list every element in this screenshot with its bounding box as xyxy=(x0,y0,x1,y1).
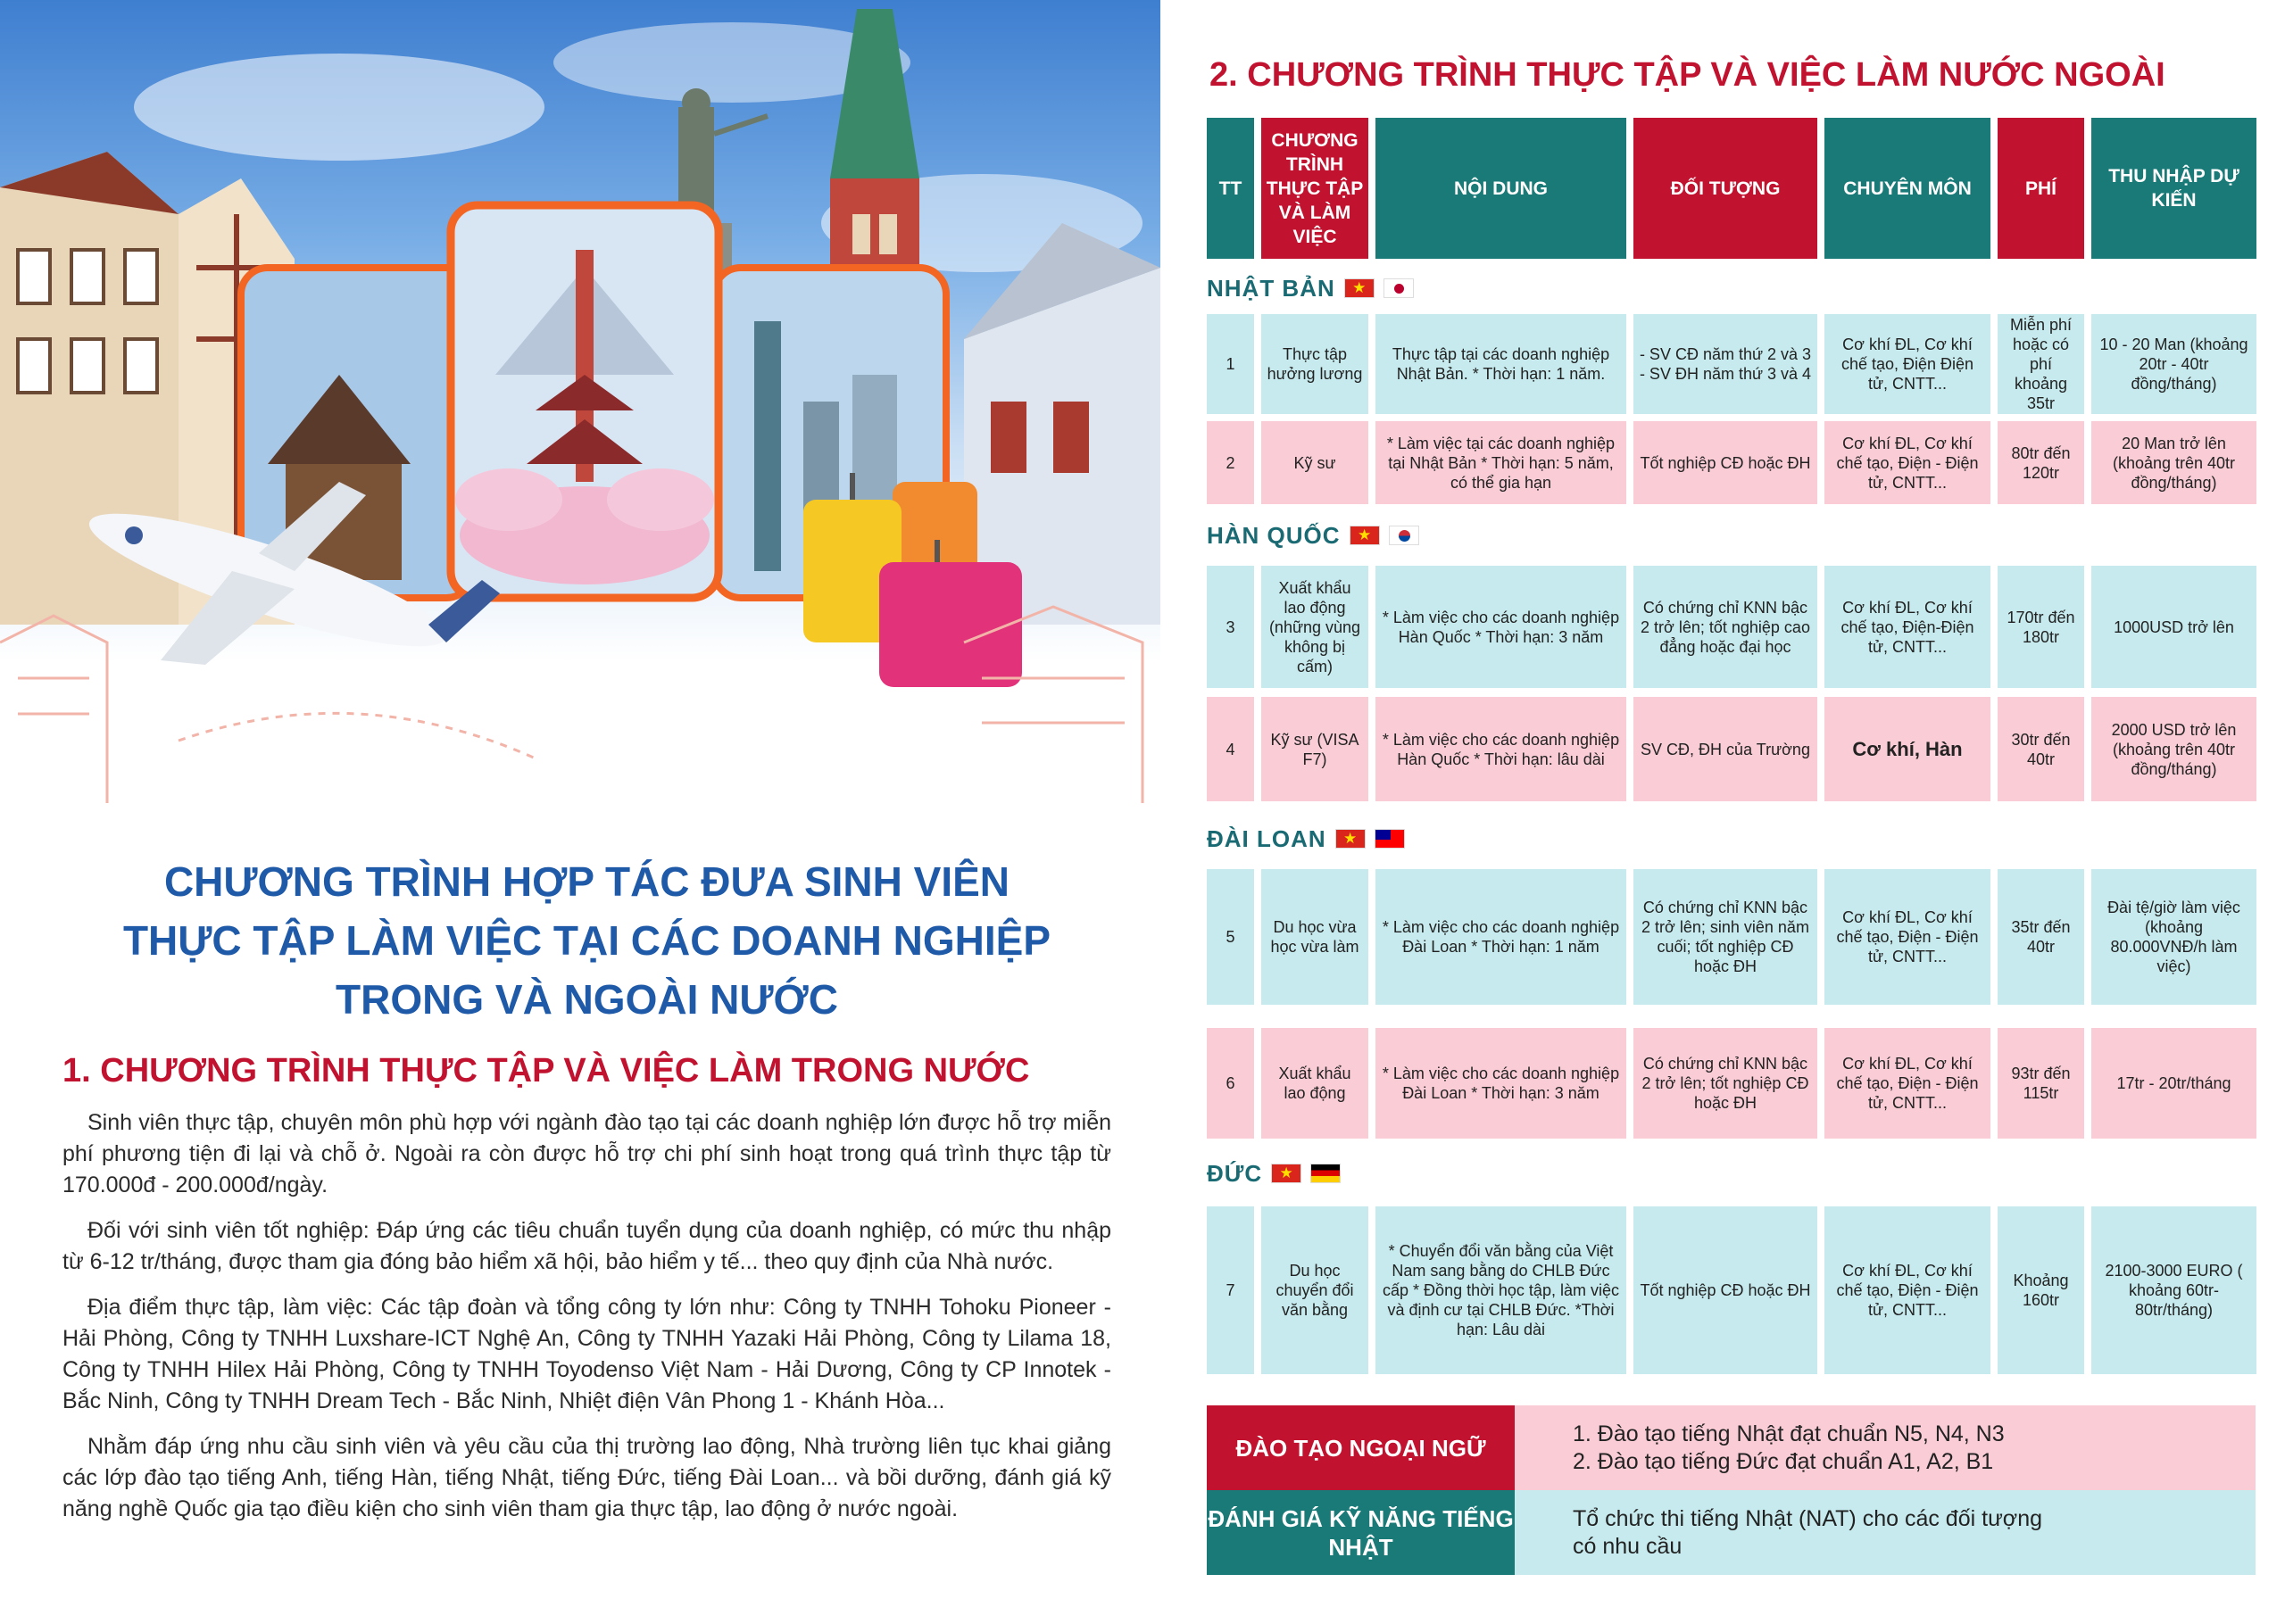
cell-tt: 1 xyxy=(1207,314,1254,414)
cell-content: * Làm việc tại các doanh nghiệp tại Nhật Bản * Thời hạn: 5 năm, có thể gia hạn xyxy=(1375,421,1626,504)
germany-flag-icon xyxy=(1310,1164,1341,1183)
left-text-column xyxy=(62,852,1111,1525)
main-title xyxy=(62,852,1111,1029)
cell-income: 2100-3000 EURO ( khoảng 60tr-80tr/tháng) xyxy=(2091,1206,2256,1374)
cell-tt: 6 xyxy=(1207,1028,1254,1139)
cell-tt: 3 xyxy=(1207,566,1254,688)
country-name: NHẬT BẢN xyxy=(1207,274,1335,302)
header-tt: TT xyxy=(1207,118,1254,259)
cell-content: * Làm việc cho các doanh nghiệp Hàn Quốc * Thời hạn: 3 năm xyxy=(1375,566,1626,688)
cell-fee: 93tr đến 115tr xyxy=(1998,1028,2084,1139)
section1-paragraph: Đối với sinh viên tốt nghiệp: Đáp ứng các tiêu chuẩn tuyển dụng của doanh nghiệp, có mức thu nhập từ 6-12 tr/tháng, được tham gia đóng bảo hiểm xã hội, bảo hiểm y tế... theo quy định của Nhà nước. xyxy=(62,1218,1111,1274)
cell-content: Thực tập tại các doanh nghiệp Nhật Bản. * Thời hạn: 1 năm. xyxy=(1375,314,1626,414)
hero-illustration xyxy=(0,0,1160,808)
cell-target: - SV CĐ năm thứ 2 và 3 - SV ĐH năm thứ 3 và 4 xyxy=(1633,314,1817,414)
section2-title: 2. CHƯƠNG TRÌNH THỰC TẬP VÀ VIỆC LÀM NƯỚC NGOÀI xyxy=(1209,56,2165,94)
taiwan-flag-icon xyxy=(1375,829,1405,849)
main-title-line: TRONG VÀ NGOÀI NƯỚC xyxy=(336,976,838,1023)
cell-fee: 80tr đến 120tr xyxy=(1998,421,2084,504)
assess-text xyxy=(1515,1490,2256,1575)
section1-title: 1. CHƯƠNG TRÌNH THỰC TẬP VÀ VIỆC LÀM TRONG NƯỚC xyxy=(62,1052,1030,1090)
cell-program: Xuất khẩu lao động xyxy=(1261,1028,1368,1139)
country-korea xyxy=(1207,518,1419,553)
cell-tt: 4 xyxy=(1207,697,1254,801)
header-fee: PHÍ xyxy=(1998,118,2084,259)
country-name: ĐỨC xyxy=(1207,1159,1263,1187)
cell-fee: Miễn phí hoặc có phí khoảng 35tr xyxy=(1998,314,2084,414)
cell-content: * Làm việc cho các doanh nghiệp Hàn Quốc * Thời hạn: lâu dài xyxy=(1375,697,1626,801)
cell-major: Cơ khí, Hàn xyxy=(1824,697,1990,801)
cell-income: Đài tệ/giờ làm việc (khoảng 80.000VNĐ/h làm việc) xyxy=(2091,869,2256,1005)
cell-income: 10 - 20 Man (khoảng 20tr - 40tr đồng/tháng) xyxy=(2091,314,2256,414)
vietnam-flag-icon: ★ xyxy=(1271,1164,1301,1183)
header-content: NỘI DUNG xyxy=(1375,118,1626,259)
cell-fee: 170tr đến 180tr xyxy=(1998,566,2084,688)
cell-target: SV CĐ, ĐH của Trường xyxy=(1633,697,1817,801)
header-target: ĐỐI TƯỢNG xyxy=(1633,118,1817,259)
cell-target: Có chứng chỉ KNN bậc 2 trở lên; sinh viên năm cuối; tốt nghiệp CĐ hoặc ĐH xyxy=(1633,869,1817,1005)
header-income: THU NHẬP DỰ KIẾN xyxy=(2091,118,2256,259)
cell-major: Cơ khí ĐL, Cơ khí chế tạo, Điện-Điện tử, CNTT... xyxy=(1824,566,1990,688)
vietnam-flag-icon: ★ xyxy=(1344,278,1375,298)
assess-line: Tổ chức thi tiếng Nhật (NAT) cho các đối tượng xyxy=(1573,1505,2043,1531)
cell-major: Cơ khí ĐL, Cơ khí chế tạo, Điện - Điện tử, CNTT... xyxy=(1824,1206,1990,1374)
cell-program: Du học chuyển đổi văn bằng xyxy=(1261,1206,1368,1374)
vietnam-flag-icon: ★ xyxy=(1335,829,1366,849)
cell-program: Du học vừa học vừa làm xyxy=(1261,869,1368,1005)
training-text xyxy=(1515,1405,2256,1490)
training-line: 2. Đào tạo tiếng Đức đạt chuẩn A1, A2, B1 xyxy=(1573,1448,1994,1474)
cell-fee: Khoảng 160tr xyxy=(1998,1206,2084,1374)
header-program: CHƯƠNG TRÌNH THỰC TẬP VÀ LÀM VIỆC xyxy=(1261,118,1368,259)
country-germany xyxy=(1207,1156,1341,1191)
cell-target: Tốt nghiệp CĐ hoặc ĐH xyxy=(1633,421,1817,504)
assess-line: có nhu cầu xyxy=(1573,1533,1683,1559)
cell-fee: 30tr đến 40tr xyxy=(1998,697,2084,801)
cell-program: Kỹ sư xyxy=(1261,421,1368,504)
section1-paragraph: Nhằm đáp ứng nhu cầu sinh viên và yêu cầu của thị trường lao động, Nhà trường liên tục khai giảng các lớp đào tạo tiếng Anh, tiếng Hàn, tiếng Nhật, tiếng Đức, tiếng Đài Loan... và bồi dưỡng, đánh giá kỹ năng nghề Quốc gia tạo điều kiện cho sinh viên tham gia thực tập, lao động ở nước ngoài. xyxy=(62,1434,1111,1521)
cell-major: Cơ khí ĐL, Cơ khí chế tạo, Điện - Điện tử, CNTT... xyxy=(1824,869,1990,1005)
section1-paragraph: Sinh viên thực tập, chuyên môn phù hợp với ngành đào tạo tại các doanh nghiệp lớn được hỗ trợ miễn phí phương tiện đi lại và chỗ ở. Ngoài ra còn được hỗ trợ chi phí sinh hoạt trong quá trình thực tập từ 170.000đ - 200.000đ/ngày. xyxy=(62,1110,1111,1197)
cell-target: Có chứng chỉ KNN bậc 2 trở lên; tốt nghiệp cao đẳng hoặc đại học xyxy=(1633,566,1817,688)
main-title-line: CHƯƠNG TRÌNH HỢP TÁC ĐƯA SINH VIÊN xyxy=(163,858,1010,905)
cell-major: Cơ khí ĐL, Cơ khí chế tạo, Điện - Điện tử, CNTT... xyxy=(1824,1028,1990,1139)
cell-tt: 7 xyxy=(1207,1206,1254,1374)
cell-program: Xuất khẩu lao động (những vùng không bị cấm) xyxy=(1261,566,1368,688)
cell-content: * Chuyển đổi văn bằng của Việt Nam sang bằng do CHLB Đức cấp * Đồng thời học tập, làm việc và định cư tại CHLB Đức. *Thời hạn: Lâu dài xyxy=(1375,1206,1626,1374)
cell-income: 1000USD trở lên xyxy=(2091,566,2256,688)
country-japan xyxy=(1207,270,1414,306)
section1-paragraph: Địa điểm thực tập, làm việc: Các tập đoàn và tổng công ty lớn như: Công ty TNHH Tohoku Pioneer - Hải Phòng, Công ty TNHH Luxshare-ICT Nghệ An, Công ty TNHH Yazaki Hải Phòng, Công ty Lilama 18, Công ty TNHH Hilex Hải Phòng, Công ty TNHH Toyodenso Việt Nam - Hải Dương, Công ty CP Innotek - Bắc Ninh, Công ty TNHH Dream Tech - Bắc Ninh, Nhiệt điện Vân Phong 1 - Khánh Hòa... xyxy=(62,1295,1111,1413)
cell-content: * Làm việc cho các doanh nghiệp Đài Loan * Thời hạn: 3 năm xyxy=(1375,1028,1626,1139)
cell-content: * Làm việc cho các doanh nghiệp Đài Loan * Thời hạn: 1 năm xyxy=(1375,869,1626,1005)
header-major: CHUYÊN MÔN xyxy=(1824,118,1990,259)
main-title-line: THỰC TẬP LÀM VIỆC TẠI CÁC DOANH NGHIỆP xyxy=(122,917,1051,964)
cell-income: 17tr - 20tr/tháng xyxy=(2091,1028,2256,1139)
training-line: 1. Đào tạo tiếng Nhật đạt chuẩn N5, N4, N3 xyxy=(1573,1421,2005,1446)
cell-income: 20 Man trở lên (khoảng trên 40tr đồng/tháng) xyxy=(2091,421,2256,504)
assess-label: ĐÁNH GIÁ KỸ NĂNG TIẾNG NHẬT xyxy=(1207,1490,1515,1575)
cell-major: Cơ khí ĐL, Cơ khí chế tạo, Điện Điện tử, CNTT... xyxy=(1824,314,1990,414)
vietnam-flag-icon: ★ xyxy=(1350,526,1380,545)
cell-major: Cơ khí ĐL, Cơ khí chế tạo, Điện - Điện tử, CNTT... xyxy=(1824,421,1990,504)
korea-flag-icon xyxy=(1389,526,1419,545)
cell-program: Kỹ sư (VISA F7) xyxy=(1261,697,1368,801)
japan-flag-icon xyxy=(1383,278,1414,298)
cell-tt: 5 xyxy=(1207,869,1254,1005)
country-name: HÀN QUỐC xyxy=(1207,521,1341,549)
cell-program: Thực tập hưởng lương xyxy=(1261,314,1368,414)
training-label: ĐÀO TẠO NGOẠI NGỮ xyxy=(1207,1405,1515,1490)
cell-tt: 2 xyxy=(1207,421,1254,504)
cell-target: Có chứng chỉ KNN bậc 2 trở lên; tốt nghiệp CĐ hoặc ĐH xyxy=(1633,1028,1817,1139)
cell-target: Tốt nghiệp CĐ hoặc ĐH xyxy=(1633,1206,1817,1374)
cell-fee: 35tr đến 40tr xyxy=(1998,869,2084,1005)
hero-collage xyxy=(0,0,1160,808)
cell-income: 2000 USD trở lên (khoảng trên 40tr đồng/tháng) xyxy=(2091,697,2256,801)
country-name: ĐÀI LOAN xyxy=(1207,824,1326,852)
country-taiwan xyxy=(1207,821,1405,857)
